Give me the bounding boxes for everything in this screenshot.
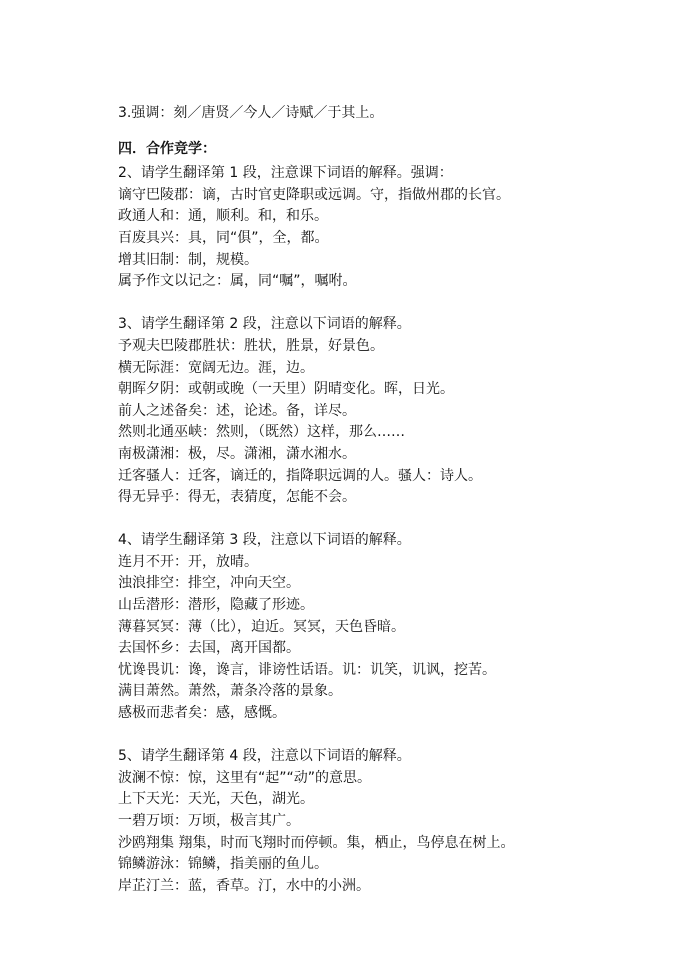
section-5-title: 5、请学生翻译第 4 段，注意以下词语的解释。 <box>118 748 411 765</box>
section-3 <box>118 314 678 508</box>
term-line: 横无际涯：宽阔无边。涯，边。 <box>118 359 314 376</box>
spacer <box>118 509 678 531</box>
term-line: 谪守巴陵郡：谪，古时官吏降职或远调。守，指做州郡的长官。 <box>118 186 510 203</box>
spacer <box>118 125 678 133</box>
intro-line: 3.强调：刻／唐贤／今人／诗赋／于其上。 <box>118 105 384 121</box>
term-line: 沙鸥翔集 翔集，时而飞翔时而停顿。集，栖止，鸟停息在树上。 <box>118 834 515 851</box>
spacer <box>118 293 678 315</box>
section-heading: 四．合作竞学： <box>118 140 216 157</box>
spacer <box>118 725 678 747</box>
section-3-title: 3、请学生翻译第 2 段，注意以下词语的解释。 <box>118 316 411 333</box>
term-line: 得无异乎：得无，表猜度，怎能不会。 <box>118 489 356 506</box>
term-line: 去国怀乡：去国，离开国都。 <box>118 640 300 657</box>
section-4-title: 4、请学生翻译第 3 段，注意以下词语的解释。 <box>118 532 411 549</box>
document-page <box>118 103 678 897</box>
term-line: 增其旧制：制，规模。 <box>118 251 258 268</box>
term-line: 予观夫巴陵郡胜状：胜状，胜景，好景色。 <box>118 337 384 354</box>
term-line: 连月不开：开，放晴。 <box>118 553 258 570</box>
term-line: 朝晖夕阴：或朝或晚（一天里）阴晴变化。晖，日光。 <box>118 381 454 398</box>
term-line: 前人之述备矣：述，论述。备，详尽。 <box>118 402 356 419</box>
section-2-title: 2、请学生翻译第 1 段，注意课下词语的解释。强调： <box>118 165 453 182</box>
term-line: 忧谗畏讥：谗，谗言，诽谤性话语。讥：讥笑，讥讽，挖苦。 <box>118 661 496 678</box>
term-line: 南极潇湘：极，尽。潇湘，潇水湘水。 <box>118 445 356 462</box>
term-line: 迁客骚人：迁客，谪迁的，指降职远调的人。骚人：诗人。 <box>118 467 482 484</box>
term-line: 感极而悲者矣：感，感慨。 <box>118 705 286 722</box>
section-4 <box>118 530 678 724</box>
term-line: 锦鳞游泳：锦鳞，指美丽的鱼儿。 <box>118 856 328 873</box>
term-line: 一碧万顷：万顷，极言其广。 <box>118 813 300 829</box>
term-line: 浊浪排空：排空，冲向天空。 <box>118 575 300 592</box>
section-5 <box>118 746 678 897</box>
term-line: 山岳潜形：潜形，隐藏了形迹。 <box>118 597 314 614</box>
term-line: 岸芷汀兰：蓝，香草。汀，水中的小洲。 <box>118 877 370 894</box>
term-line: 波澜不惊：惊，这里有“起”“动”的意思。 <box>118 769 372 786</box>
term-line: 上下天光：天光，天色，湖光。 <box>118 791 314 808</box>
term-line: 百废具兴：具，同“俱”，全，都。 <box>118 229 329 246</box>
term-line: 薄暮冥冥：薄（比），迫近。冥冥，天色昏暗。 <box>118 618 405 635</box>
section-2 <box>118 163 678 293</box>
term-line: 属予作文以记之：属，同“嘱”，嘱咐。 <box>118 273 357 290</box>
term-line: 满目萧然。萧然，萧条冷落的景象。 <box>118 683 342 700</box>
term-line: 然则北通巫峡：然则，（既然）这样，那么…… <box>118 424 405 441</box>
term-line: 政通人和：通，顺利。和，和乐。 <box>118 208 328 225</box>
